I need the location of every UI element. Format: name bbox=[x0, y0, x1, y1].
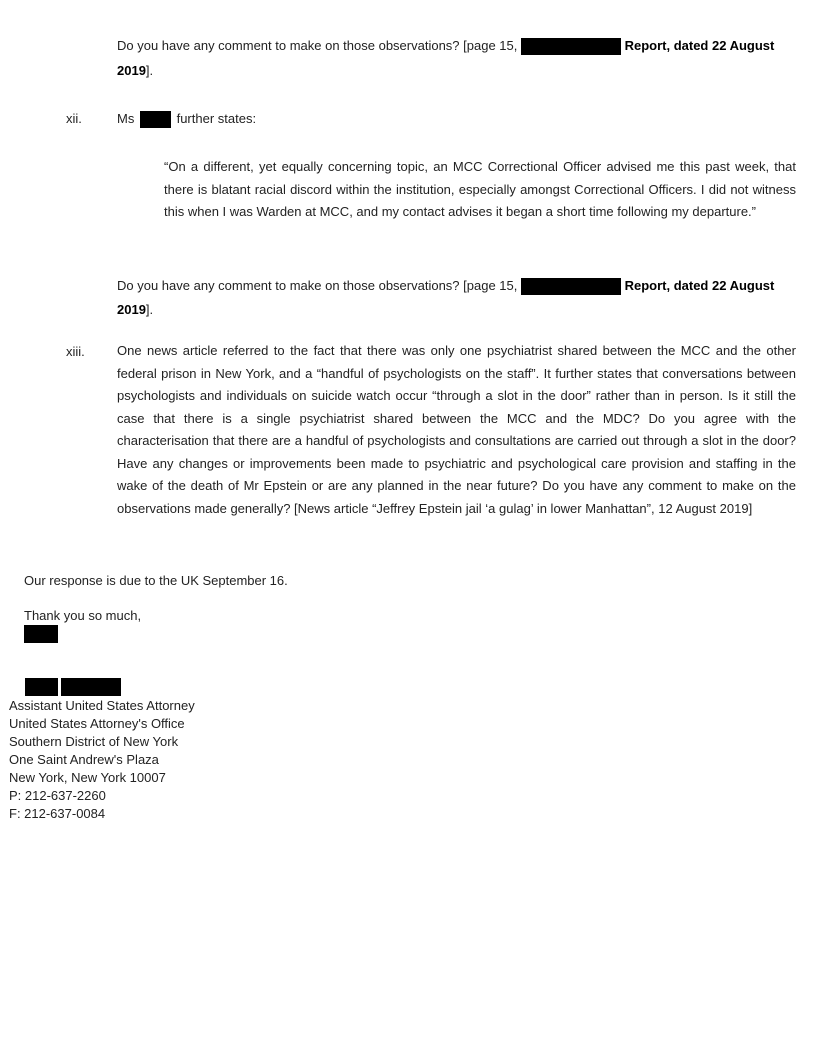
sig-address1: One Saint Andrew's Plaza bbox=[9, 752, 159, 767]
thanks-line: Thank you so much, bbox=[24, 608, 142, 623]
sig-district: Southern District of New York bbox=[9, 734, 179, 749]
further-states: further states: bbox=[176, 111, 257, 126]
sig-office: United States Attorney's Office bbox=[9, 716, 185, 731]
redaction-block bbox=[521, 38, 621, 55]
question-text: Do you have any comment to make on those observations? [page 15, bbox=[117, 278, 521, 293]
response-note: Our response is due to the UK September 16. bbox=[24, 573, 288, 588]
sig-fax: F: 212-637-0084 bbox=[9, 806, 106, 821]
question-line-2b bbox=[117, 301, 153, 319]
sig-title: Assistant United States Attorney bbox=[9, 698, 195, 713]
question-line-2 bbox=[117, 277, 774, 295]
xiii-paragraph: One news article referred to the fact that there was only one psychiatrist shared between the MCC and the other federal prison in New York, and a “handful of psychologists on the staff”. It further states that conversations between psychologists and individuals on suicide watch occur “through a slot in the door” rather than in person. Is it still the case that there is a single psychiatrist shared between the MCC and the MDC? Do you agree with the characterisation that there are a handful of psychologists and consultations are carried out through a slot in the door? Have any changes or improvements been made to psychiatric and psychological care provision and staffing in the wake of the death of Mr Epstein or are any planned in the near future? Do you have any comment to make on the observations made generally? [News article “Jeffrey Epstein jail ‘a gulag’ in lower Manhattan”, 12 August 2019] bbox=[117, 343, 796, 516]
report-year: 2019 bbox=[117, 63, 146, 78]
question-line-1b bbox=[117, 62, 153, 80]
ms-label: Ms bbox=[117, 111, 135, 126]
redaction-block bbox=[24, 625, 58, 643]
block-quote: “On a different, yet equally concerning topic, an MCC Correctional Officer advised me this past week, that there is blatant racial discord within the institution, especially amongst Correctional Officers. I did not witness this when I was Warden at MCC, and my contact advises it began a short time following my departure.” bbox=[164, 159, 796, 219]
ms-further-states bbox=[117, 110, 256, 128]
sig-address2: New York, New York 10007 bbox=[9, 770, 166, 785]
bracket-close: ]. bbox=[145, 63, 154, 78]
item-number-xiii: xiii. bbox=[66, 344, 85, 359]
report-title: Report, dated 22 August bbox=[624, 278, 775, 293]
redaction-block bbox=[25, 678, 58, 696]
sig-phone: P: 212-637-2260 bbox=[9, 788, 106, 803]
question-text: Do you have any comment to make on those observations? [page 15, bbox=[117, 38, 521, 53]
item-number-xii: xii. bbox=[66, 111, 82, 126]
question-line-1 bbox=[117, 37, 774, 55]
redaction-block bbox=[521, 278, 621, 295]
report-title: Report, dated 22 August bbox=[624, 38, 775, 53]
redaction-block bbox=[140, 111, 171, 128]
bracket-close: ]. bbox=[145, 302, 154, 317]
report-year: 2019 bbox=[117, 302, 146, 317]
redaction-block bbox=[61, 678, 121, 696]
